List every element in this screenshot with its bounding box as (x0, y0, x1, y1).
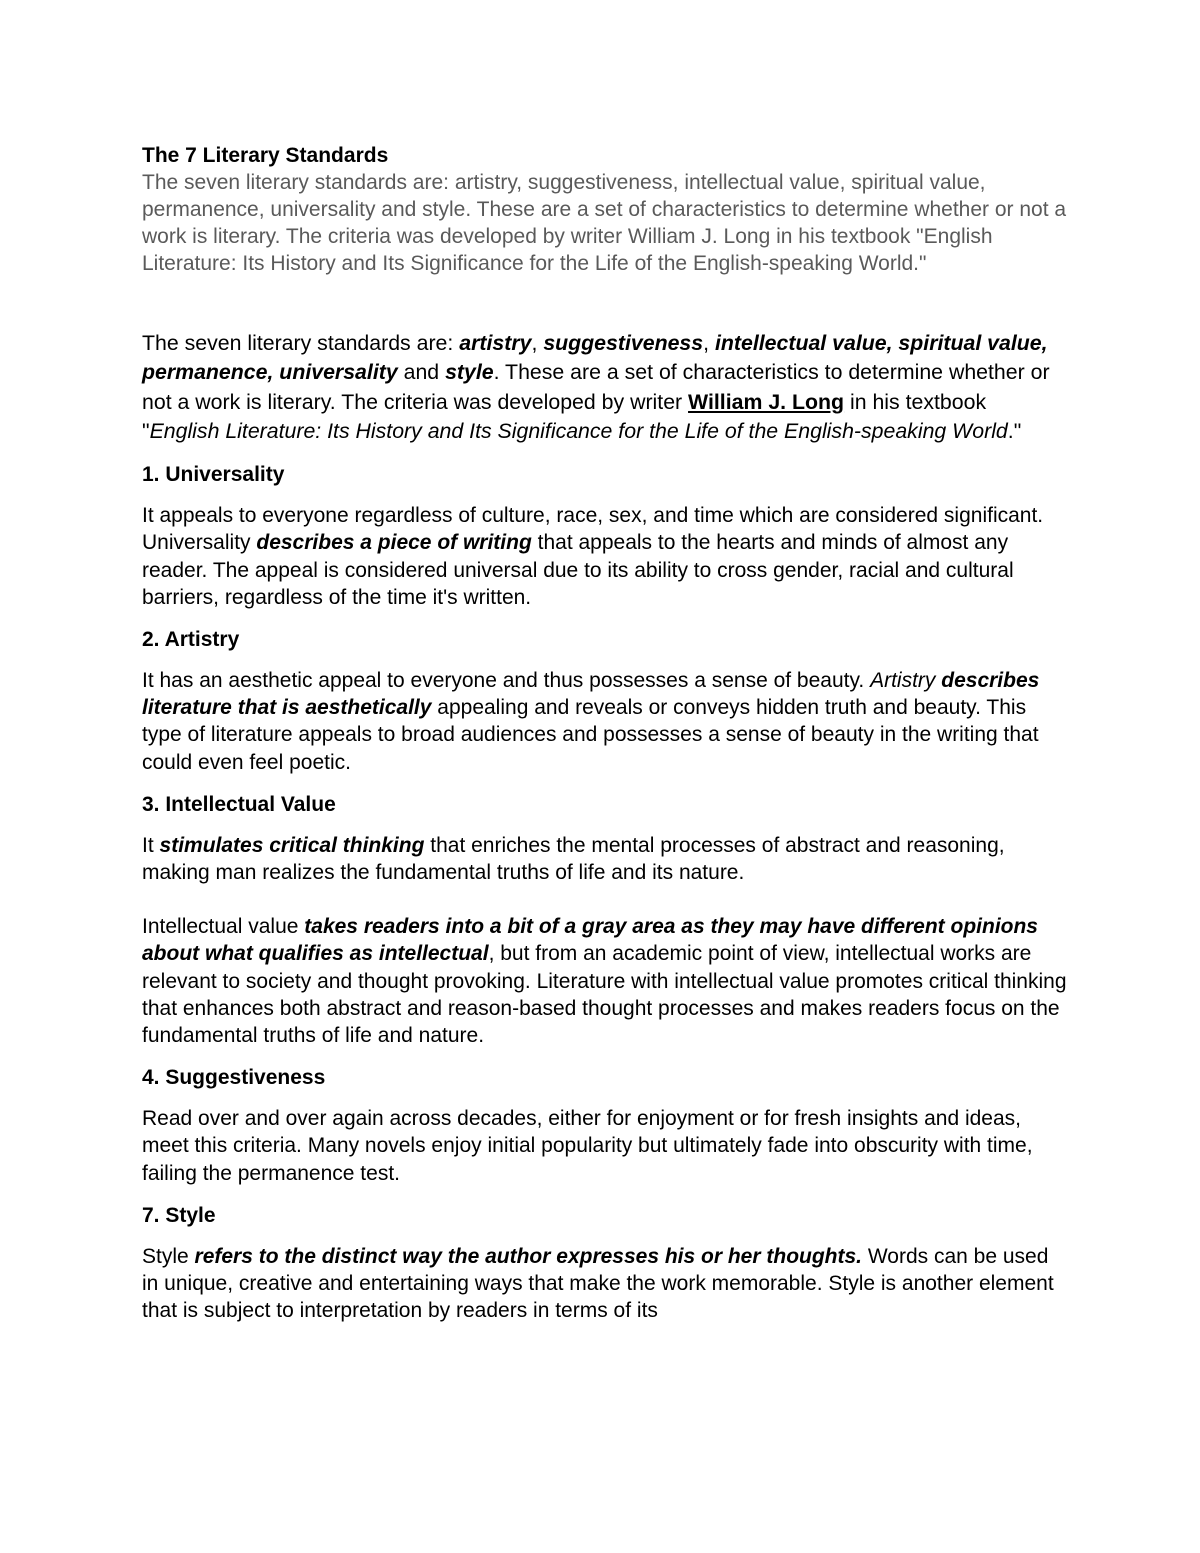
heading-style: 7. Style (142, 1203, 216, 1227)
heading-suggestiveness: 4. Suggestiveness (142, 1066, 326, 1090)
paragraph-universality: It appeals to everyone regardless of culture, race, sex, and time which are considered significant. Universality describes a piece of writing that appeals to the hearts and minds of almost any reader. The appeal is considered universal due to its ability to cross gender, racial and cultural barriers, regardless of the time it's written. (142, 504, 1044, 609)
paragraph-intellectual-1: It stimulates critical thinking that enriches the mental processes of abstract and reasoning, making man realizes the fundamental truths of life and its nature. (142, 833, 1005, 885)
intro-paragraph-gray: The seven literary standards are: artistry, suggestiveness, intellectual value, spiritual value, permanence, universality and style. These are a set of characteristics to determine whether or not a work is literary. The criteria was developed by writer William J. Long in his textbook "English Literature: Its History and Its Significance for the Life of the English-speaking World." (142, 171, 1067, 275)
paragraph-artistry: It has an aesthetic appeal to everyone and thus possesses a sense of beauty. Artistry describes literature that is aesthetically appealing and reveals or conveys hidden truth and beauty. This type of literature appeals to broad audiences and possesses a sense of beauty in the writing that could even feel poetic. (142, 669, 1040, 774)
document-title: The 7 Literary Standards (142, 144, 389, 167)
heading-artistry: 2. Artistry (142, 628, 240, 651)
heading-intellectual-value: 3. Intellectual Value (142, 792, 336, 816)
paragraph-suggestiveness: Read over and over again across decades, either for enjoyment or for fresh insights and ideas, meet this criteria. Many novels enjoy initial popularity but ultimately fade into obscurity with time, failing the permanence test. (142, 1107, 1033, 1185)
spacer (142, 277, 1067, 329)
heading-universality: 1. Universality (142, 463, 285, 487)
paragraph-intellectual-2: Intellectual value takes readers into a bit of a gray area as they may have different opinions about what qualifies as intellectual, but from an academic point of view, intellectual works are relevant to society and thought provoking. Literature with intellectual value promotes critical thinking that enhances both abstract and reason-based thought processes and makes readers focus on the fundamental truths of life and nature. (142, 915, 1067, 1048)
intro-paragraph: The seven literary standards are: artistry, suggestiveness, intellectual value, spiritual value, permanence, universality and style. These are a set of characteristics to determine whether or not a work is literary. The criteria was developed by writer William J. Long in his textbook "English Literature: Its History and Its Significance for the Life of the English-speaking World." (142, 331, 1050, 443)
spacer (142, 886, 1067, 913)
author-link[interactable]: William J. Long (688, 389, 845, 414)
document-page (142, 142, 1067, 1324)
paragraph-style: Style refers to the distinct way the author expresses his or her thoughts. Words can be used in unique, creative and entertaining ways that make the work memorable. Style is another element that is subject to interpretation by readers in terms of its (142, 1244, 1054, 1323)
